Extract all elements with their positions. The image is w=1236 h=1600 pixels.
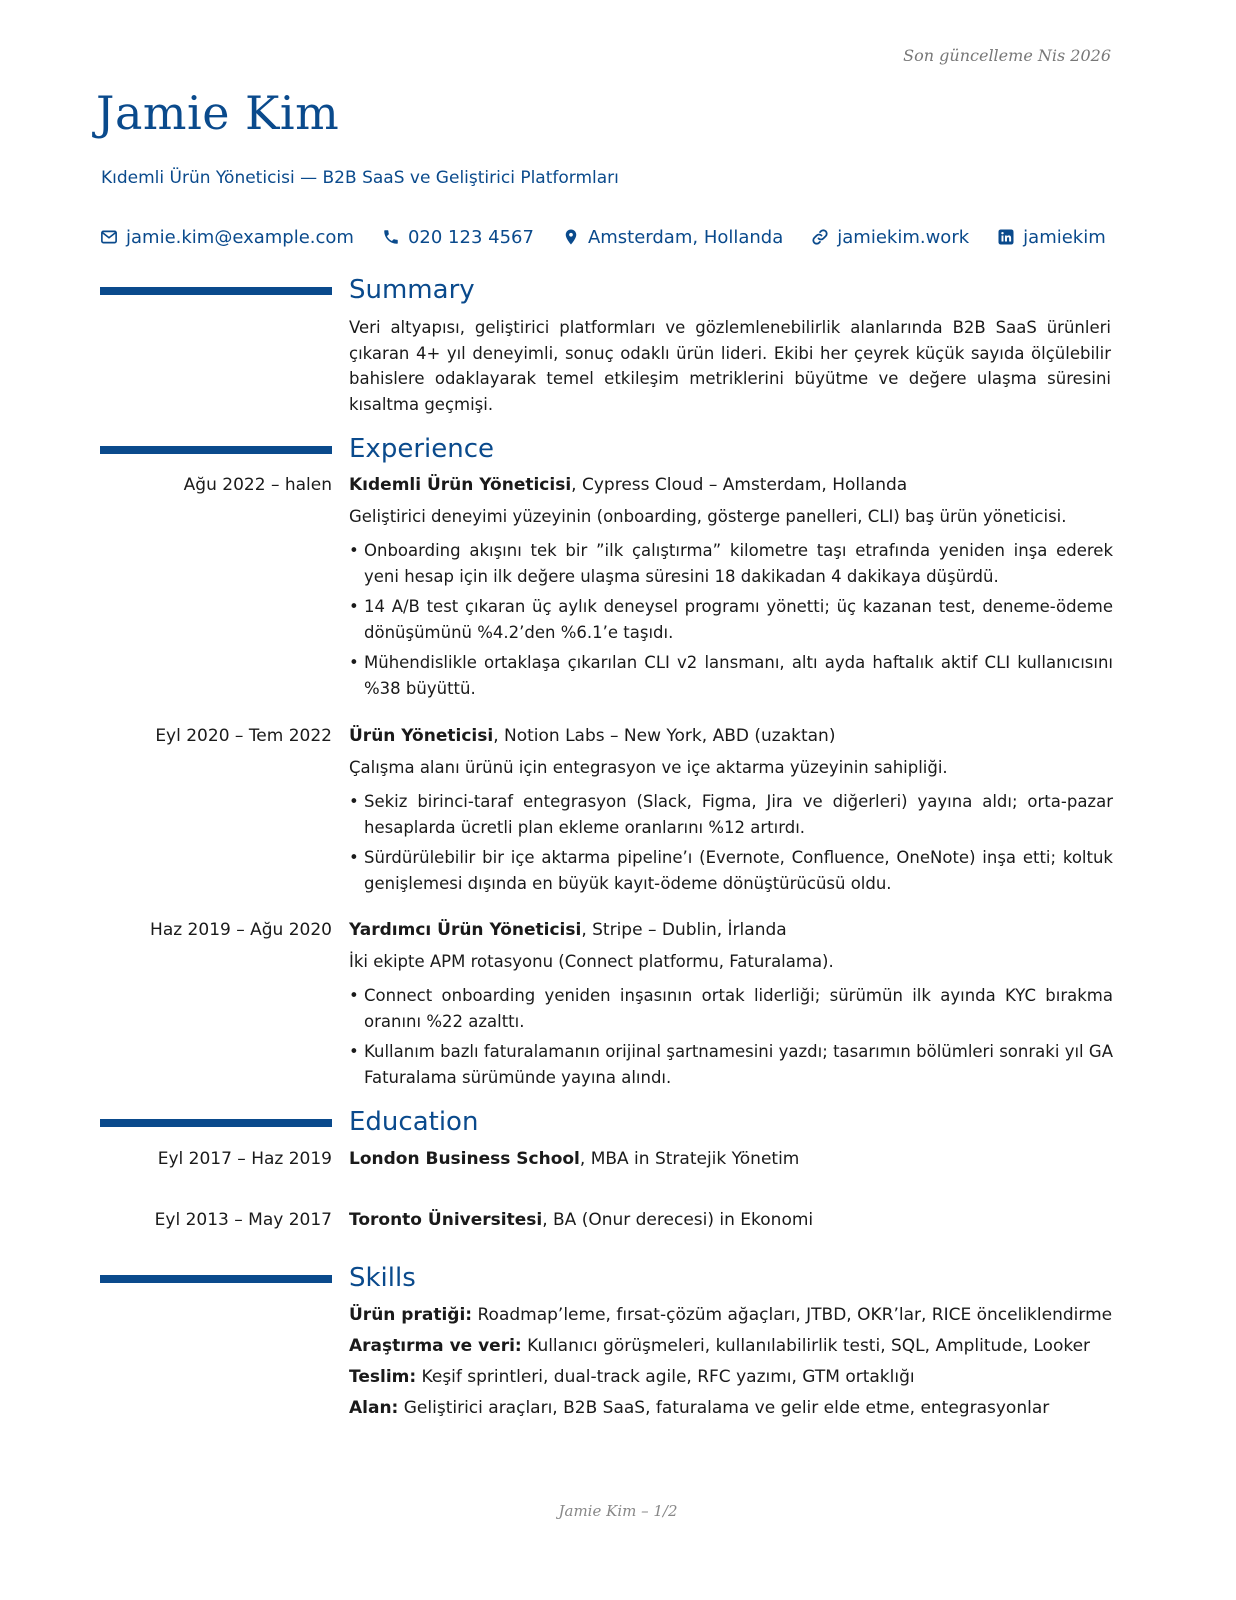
linkedin-icon <box>997 228 1015 246</box>
map-pin-icon <box>562 228 580 246</box>
candidate-name: Jamie Kim <box>96 86 340 140</box>
location-text: Amsterdam, Hollanda <box>587 226 784 248</box>
education-dates: Eyl 2017 – Haz 2019 <box>157 1149 332 1169</box>
job-role: Kıdemli Ürün Yöneticisi <box>349 475 572 495</box>
degree: , BA (Onur derecesi) in Ekonomi <box>542 1210 814 1230</box>
job-bullet: • Kullanım bazlı faturalamanın orijinal şartnamesini yazdı; tasarımın bölümleri sonraki yıl GA Faturalama sürümünde yayına alındı. <box>349 1039 1113 1090</box>
job-description: İki ekipte APM rotasyonu (Connect platformu, Faturalama). <box>349 952 834 971</box>
experience-title: Experience <box>349 434 494 464</box>
email-text: jamie.kim@example.com <box>126 226 354 248</box>
skill-value: Roadmap’leme, fırsat-çözüm ağaçları, JTBD, OKR’lar, RICE önceliklendirme <box>472 1305 1113 1325</box>
job-role: Yardımcı Ürün Yöneticisi <box>349 920 582 940</box>
contact-location[interactable] <box>562 227 783 248</box>
job-role: Ürün Yöneticisi <box>349 726 494 746</box>
degree: , MBA in Stratejik Yönetim <box>579 1149 800 1169</box>
job-bullet: • Connect onboarding yeniden inşasının ortak liderliği; sürümün ilk ayında KYC bırakma oranını %22 azalttı. <box>349 983 1113 1034</box>
contact-linkedin[interactable] <box>997 227 1106 248</box>
job-bullet: • Onboarding akışını tek bir ”ilk çalıştırma” kilometre taşı etrafında yeniden inşa ederek yeni hesap için ilk değere ulaşma süresini 18 dakikadan 4 dakikaya düşürdü. <box>349 538 1113 589</box>
skill-label: Araştırma ve veri: <box>349 1336 522 1356</box>
job-title <box>349 920 787 940</box>
job-description: Çalışma alanı ürünü için entegrasyon ve içe aktarma yüzeyinin sahipliği. <box>349 758 948 777</box>
job-dates: Eyl 2020 – Tem 2022 <box>155 726 332 746</box>
skills-rule <box>100 1275 332 1283</box>
job-bullet: • Sekiz birinci-taraf entegrasyon (Slack, Figma, Jira ve diğerleri) yayına aldı; orta-pazar hesaplarda ücretli plan ekleme oranlarını %12 artırdı. <box>349 789 1113 840</box>
education-title: Education <box>349 1107 479 1137</box>
phone-text: 020 123 4567 <box>407 226 534 248</box>
education-dates: Eyl 2013 – May 2017 <box>154 1210 332 1230</box>
skill-value: Geliştirici araçları, B2B SaaS, faturalama ve gelir elde etme, entegrasyonlar <box>398 1398 1050 1418</box>
education-rule <box>100 1119 332 1127</box>
contact-email[interactable] <box>100 227 354 248</box>
experience-rule <box>100 446 332 454</box>
job-title <box>349 475 907 495</box>
last-updated: Son güncelleme Nis 2026 <box>903 46 1111 65</box>
summary-title: Summary <box>349 275 475 305</box>
job-bullets <box>349 538 1113 706</box>
job-dates: Haz 2019 – Ağu 2020 <box>150 920 332 940</box>
skill-label: Ürün pratiği: <box>349 1305 473 1325</box>
education-entry <box>349 1210 813 1230</box>
skill-row <box>349 1398 1049 1418</box>
envelope-icon <box>100 228 118 246</box>
skill-label: Teslim: <box>349 1367 417 1387</box>
job-bullets <box>349 983 1113 1095</box>
summary-rule <box>100 287 332 295</box>
website-text: jamiekim.work <box>837 226 970 248</box>
phone-icon <box>382 228 400 246</box>
skill-row <box>349 1367 915 1387</box>
skill-row <box>349 1336 1090 1356</box>
job-company: , Cypress Cloud – Amsterdam, Hollanda <box>571 475 908 495</box>
job-title <box>349 726 835 746</box>
page-footer: Jamie Kim – 1/2 <box>558 1502 678 1520</box>
job-company: , Stripe – Dublin, İrlanda <box>581 920 787 940</box>
summary-text: Veri altyapısı, geliştirici platformları ve gözlemlenebilirlik alanlarında B2B SaaS ürünleri çıkaran 4+ yıl deneyimli, sonuç odaklı ürün lideri. Ekibi her çeyrek küçük sayıda ölçülebilir bahislere odaklayarak temel etkileşim metriklerini büyütme ve değere ulaşma süresini kısaltma geçmişi. <box>349 318 1111 414</box>
skill-label: Alan: <box>349 1398 399 1418</box>
skill-row <box>349 1305 1112 1325</box>
school-name: London Business School <box>349 1149 580 1169</box>
job-description: Geliştirici deneyimi yüzeyinin (onboarding, gösterge panelleri, CLI) baş ürün yöneticisi. <box>349 507 1067 526</box>
job-dates: Ağu 2022 – halen <box>183 475 332 495</box>
skills-title: Skills <box>349 1263 416 1293</box>
job-bullet: • Mühendislikle ortaklaşa çıkarılan CLI v2 lansmanı, altı ayda haftalık aktif CLI kullanıcısını %38 büyüttü. <box>349 650 1113 701</box>
linkedin-text: jamiekim <box>1023 226 1106 248</box>
contact-bar <box>100 224 1106 250</box>
job-bullet: • 14 A/B test çıkaran üç aylık deneysel programı yönetti; üç kazanan test, deneme-ödeme dönüşümünü %4.2’den %6.1’e taşıdı. <box>349 594 1113 645</box>
link-icon <box>811 228 829 246</box>
education-entry <box>349 1149 799 1169</box>
skill-value: Kullanıcı görüşmeleri, kullanılabilirlik testi, SQL, Amplitude, Looker <box>521 1336 1091 1356</box>
job-bullet: • Sürdürülebilir bir içe aktarma pipeline’ı (Evernote, Confluence, OneNote) inşa etti; koltuk genişlemesi dışında en büyük kayıt-ödeme dönüştürücüsü oldu. <box>349 845 1113 896</box>
job-bullets <box>349 789 1113 901</box>
headline: Kıdemli Ürün Yöneticisi — B2B SaaS ve Geliştirici Platformları <box>101 168 619 188</box>
contact-website[interactable] <box>811 227 969 248</box>
job-company: , Notion Labs – New York, ABD (uzaktan) <box>493 726 836 746</box>
contact-phone[interactable] <box>382 227 534 248</box>
skill-value: Keşif sprintleri, dual-track agile, RFC yazımı, GTM ortaklığı <box>416 1367 915 1387</box>
school-name: Toronto Üniversitesi <box>349 1210 543 1230</box>
